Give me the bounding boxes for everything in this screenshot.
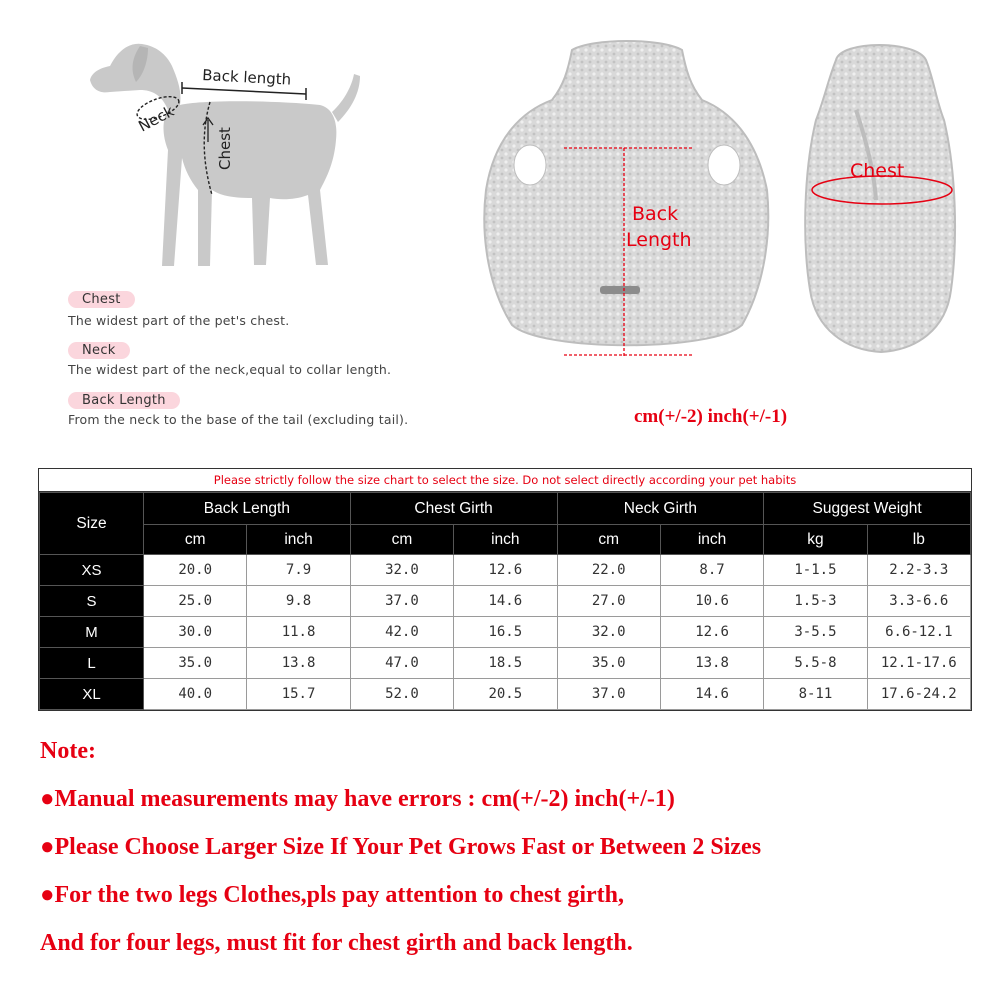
note-line-3: ●For the two legs Clothes,pls pay attention to chest girth, — [40, 882, 625, 908]
size-column-header: Size — [40, 493, 144, 555]
neck-girth-header: Neck Girth — [557, 493, 764, 525]
table-cell: 30.0 — [144, 617, 247, 648]
table-cell: 9.8 — [247, 586, 350, 617]
note-title: Note: — [40, 738, 96, 764]
table-cell: 42.0 — [350, 617, 453, 648]
table-cell: 35.0 — [557, 648, 660, 679]
table-row — [40, 617, 971, 648]
chest-girth-header: Chest Girth — [350, 493, 557, 525]
suggest-weight-header: Suggest Weight — [764, 493, 971, 525]
table-cell: 32.0 — [350, 555, 453, 586]
table-cell: 37.0 — [557, 679, 660, 710]
table-cell: 27.0 — [557, 586, 660, 617]
table-cell: 47.0 — [350, 648, 453, 679]
garment-back-label: Back — [632, 203, 679, 225]
size-label: M — [40, 617, 144, 648]
table-cell: 8-11 — [764, 679, 867, 710]
table-row — [40, 586, 971, 617]
back-length-header: Back Length — [144, 493, 351, 525]
table-cell: 3-5.5 — [764, 617, 867, 648]
table-cell: 7.9 — [247, 555, 350, 586]
note-line-2: ●Please Choose Larger Size If Your Pet Grows Fast or Between 2 Sizes — [40, 834, 762, 860]
unit-header: inch — [247, 525, 350, 555]
table-row — [40, 648, 971, 679]
back-length-label: Back length — [201, 66, 292, 89]
table-cell: 12.6 — [454, 555, 557, 586]
unit-header: inch — [660, 525, 763, 555]
table-cell: 6.6-12.1 — [867, 617, 970, 648]
garment-chest-label: Chest — [850, 160, 905, 182]
table-row — [40, 555, 971, 586]
chest-term-pill: Chest — [68, 291, 135, 308]
table-cell: 35.0 — [144, 648, 247, 679]
size-label: XL — [40, 679, 144, 710]
size-chart — [38, 468, 972, 711]
table-cell: 15.7 — [247, 679, 350, 710]
table-cell: 1.5-3 — [764, 586, 867, 617]
tolerance-heading: cm(+/-2) inch(+/-1) — [634, 406, 788, 427]
table-cell: 32.0 — [557, 617, 660, 648]
chest-label: Chest — [216, 127, 234, 170]
table-cell: 22.0 — [557, 555, 660, 586]
neck-label: Neck — [135, 102, 177, 136]
table-cell: 2.2-3.3 — [867, 555, 970, 586]
back-length-line — [182, 88, 306, 94]
unit-header: inch — [454, 525, 557, 555]
size-table — [39, 492, 971, 710]
table-cell: 12.1-17.6 — [867, 648, 970, 679]
table-cell: 37.0 — [350, 586, 453, 617]
table-row — [40, 679, 971, 710]
dog-measurement-diagram — [70, 30, 370, 280]
garment-back-view — [472, 40, 782, 360]
unit-header: cm — [350, 525, 453, 555]
note-line-1: ●Manual measurements may have errors : cm(+/-2) inch(+/-1) — [40, 786, 675, 812]
table-cell: 10.6 — [660, 586, 763, 617]
table-cell: 13.8 — [660, 648, 763, 679]
table-cell: 8.7 — [660, 555, 763, 586]
table-cell: 5.5-8 — [764, 648, 867, 679]
size-chart-notice: Please strictly follow the size chart to select the size. Do not select directly according your pet habits — [39, 469, 971, 492]
size-label: L — [40, 648, 144, 679]
back-length-term-pill: Back Length — [68, 392, 180, 409]
table-cell: 3.3-6.6 — [867, 586, 970, 617]
chest-description: The widest part of the pet's chest. — [68, 313, 290, 328]
table-cell: 12.6 — [660, 617, 763, 648]
neck-term-pill: Neck — [68, 342, 130, 359]
table-cell: 11.8 — [247, 617, 350, 648]
table-cell: 14.6 — [660, 679, 763, 710]
table-cell: 20.5 — [454, 679, 557, 710]
unit-header: cm — [557, 525, 660, 555]
note-line-4: And for four legs, must fit for chest girth and back length. — [40, 930, 633, 956]
table-cell: 14.6 — [454, 586, 557, 617]
size-label: S — [40, 586, 144, 617]
size-label: XS — [40, 555, 144, 586]
table-cell: 17.6-24.2 — [867, 679, 970, 710]
back-length-description: From the neck to the base of the tail (excluding tail). — [68, 412, 409, 427]
table-cell: 18.5 — [454, 648, 557, 679]
table-cell: 25.0 — [144, 586, 247, 617]
table-cell: 13.8 — [247, 648, 350, 679]
unit-header: kg — [764, 525, 867, 555]
unit-header: cm — [144, 525, 247, 555]
table-cell: 52.0 — [350, 679, 453, 710]
garment-length-label: Length — [626, 229, 692, 251]
table-cell: 16.5 — [454, 617, 557, 648]
neck-description: The widest part of the neck,equal to collar length. — [68, 362, 392, 377]
table-cell: 40.0 — [144, 679, 247, 710]
table-cell: 1-1.5 — [764, 555, 867, 586]
table-cell: 20.0 — [144, 555, 247, 586]
garment-side-view — [796, 40, 966, 360]
unit-header: lb — [867, 525, 970, 555]
